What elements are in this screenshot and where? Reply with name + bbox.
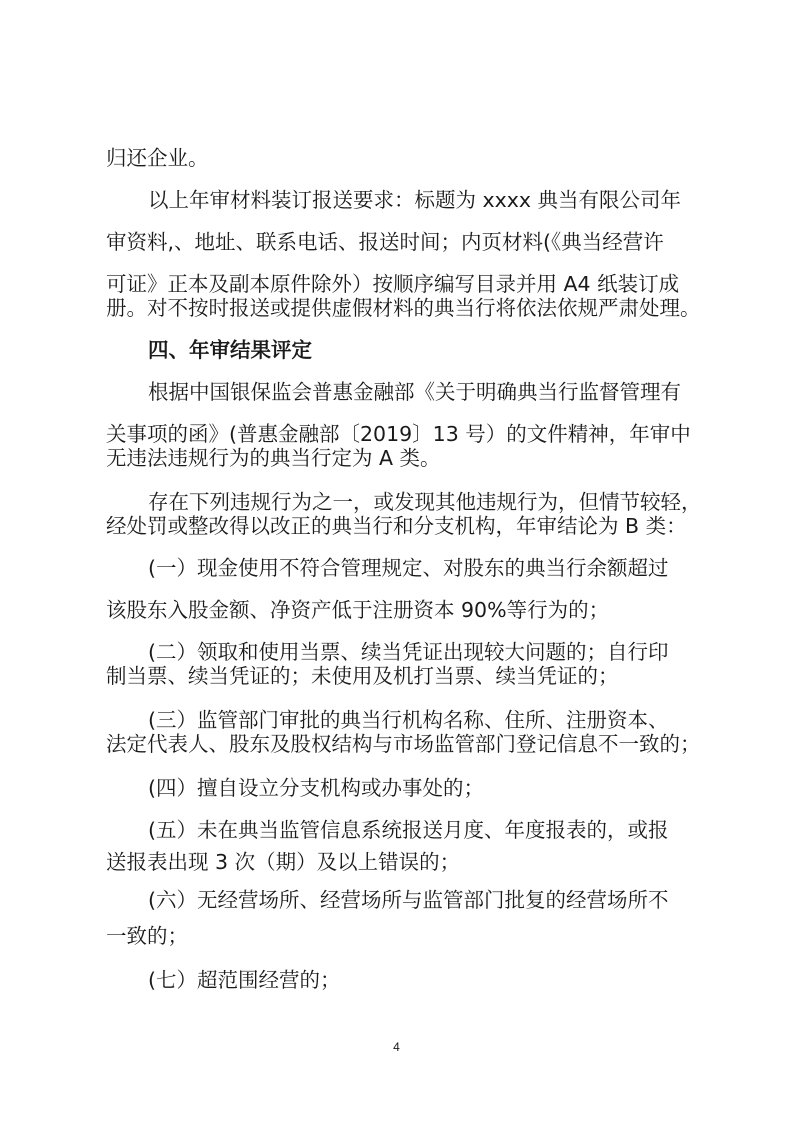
- text-line: (四）擅自设立分支机构或办事处的；: [148, 776, 484, 800]
- text-line: 该股东入股金额、净资产低于注册资本 90%等行为的；: [106, 598, 610, 622]
- text-line: 制当票、续当凭证的；未使用及机打当票、续当凭证的；: [106, 664, 619, 688]
- text-line: 法定代表人、股东及股权结构与市场监管部门登记信息不一致的；: [106, 732, 701, 756]
- text-line: (七）超范围经营的；: [148, 968, 341, 992]
- text-line: (五）未在典当监管信息系统报送月度、年度报表的，或报: [148, 818, 669, 842]
- page-number: 4: [393, 1040, 400, 1054]
- text-line: 册。对不按时报送或提供虚假材料的典当行将依法依规严肃处理。: [106, 296, 701, 320]
- section-heading: 四、年审结果评定: [148, 338, 312, 362]
- text-line: 关事项的函》(普惠金融部〔2019〕13 号）的文件精神，年审中: [106, 422, 691, 446]
- text-line: 存在下列违规行为之一，或发现其他违规行为，但情节较轻，: [148, 490, 702, 514]
- text-line: (一）现金使用不符合管理规定、对股东的典当行余额超过: [148, 556, 669, 580]
- text-line: 以上年审材料装订报送要求：标题为 xxxx 典当有限公司年: [148, 188, 682, 212]
- text-line: 审资料,、地址、联系电话、报送时间；内页材料(《典当经营许: [106, 230, 664, 254]
- text-line: (三）监管部门审批的典当行机构名称、住所、注册资本、: [148, 708, 669, 732]
- text-line: 归还企业。: [106, 146, 209, 170]
- text-line: 根据中国银保监会普惠金融部《关于明确典当行监督管理有: [148, 380, 681, 404]
- text-line: (六）无经营场所、经营场所与监管部门批复的经营场所不: [148, 888, 669, 912]
- text-line: 送报表出现 3 次（期）及以上错误的；: [106, 850, 461, 874]
- text-line: 可证》正本及副本原件除外）按顺序编写目录并用 A4 纸装订成: [106, 272, 680, 296]
- text-line: (二）领取和使用当票、续当凭证出现较大问题的；自行印: [148, 640, 669, 664]
- text-line: 经处罚或整改得以改正的典当行和分支机构，年审结论为 B 类：: [106, 514, 687, 538]
- text-line: 一致的；: [106, 924, 188, 948]
- text-line: 无违法违规行为的典当行定为 A 类。: [106, 446, 441, 470]
